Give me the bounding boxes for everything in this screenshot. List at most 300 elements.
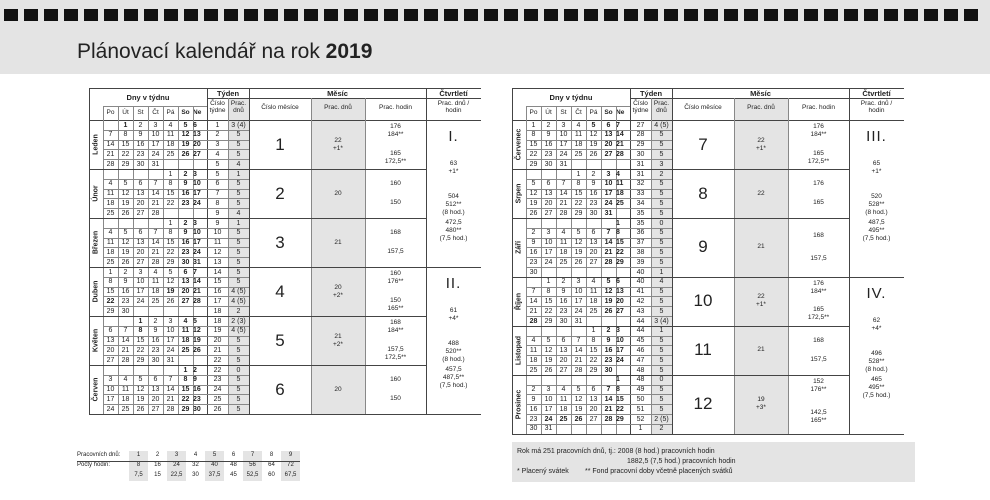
month-name: Srpen <box>515 183 523 204</box>
day-cell: 2 <box>591 170 596 178</box>
grid-line <box>526 247 672 248</box>
day-cell: 18 <box>589 297 598 305</box>
days-group-header: Dny v týdnu <box>549 93 593 102</box>
quarter-subheader: Prac. dnů / hodin <box>437 100 470 114</box>
month-work-days: 22 <box>334 136 342 144</box>
day-cell: 25 <box>121 405 130 413</box>
day-name-header: So <box>604 109 613 116</box>
day-cell: 19 <box>574 405 583 413</box>
quarter-hours-8h: 520** <box>445 348 462 355</box>
month-name: Červenec <box>515 128 523 161</box>
week-work-days: 5 <box>236 180 241 188</box>
day-cell: 12 <box>193 327 201 335</box>
month-number: 3 <box>275 232 285 252</box>
day-cell: 26 <box>604 307 613 315</box>
binding-hole <box>84 9 98 21</box>
day-cell: 15 <box>589 346 598 354</box>
week-number: 7 <box>215 190 220 198</box>
day-cell: 1 <box>616 376 620 384</box>
grid-line <box>526 198 672 199</box>
day-cell: 11 <box>121 386 130 394</box>
week-work-days: 1 <box>236 170 241 178</box>
day-cell: 22 <box>574 199 583 207</box>
day-name-header: Čt <box>152 109 159 116</box>
day-cell: 26 <box>574 415 583 423</box>
grid-line <box>103 149 249 150</box>
day-cell: 7 <box>123 327 128 335</box>
day-cell: 8 <box>138 327 143 335</box>
day-name-header: St <box>560 109 567 116</box>
month-group-header: Měsíc <box>327 89 348 98</box>
day-cell: 20 <box>589 248 598 256</box>
week-number: 47 <box>636 356 645 364</box>
quarter-days: 65 <box>872 160 881 167</box>
week-number: 3 <box>215 141 220 149</box>
day-cell: 3 <box>576 278 581 286</box>
week-work-days: 5 <box>236 199 241 207</box>
day-cell: 13 <box>136 239 145 247</box>
week-work-days: 2 <box>659 425 664 433</box>
month-number-header: Číslo měsíce <box>684 104 722 111</box>
day-cell: 14 <box>604 395 613 403</box>
binding-hole <box>964 9 978 21</box>
binding-hole <box>24 9 38 21</box>
day-cell: 20 <box>193 141 201 149</box>
week-number: 48 <box>636 376 645 384</box>
day-cell: 10 <box>559 131 568 139</box>
day-cell: 19 <box>121 199 130 207</box>
footer-line-2: 1882,5 (7,5 hod.) pracovních hodin <box>627 458 736 465</box>
binding-hole <box>664 9 678 21</box>
day-cell: 16 <box>193 386 201 394</box>
quarter-days: +4* <box>448 315 459 322</box>
binding-hole <box>404 9 418 21</box>
month-hours-75h: 165 <box>390 149 401 157</box>
grid-line <box>89 414 426 415</box>
month-paid-holidays: +1* <box>333 144 343 152</box>
day-cell: 6 <box>546 180 551 188</box>
grid-line <box>526 424 672 425</box>
week-number: 10 <box>213 229 222 237</box>
day-cell: 4 <box>108 229 113 237</box>
binding-hole <box>684 9 698 21</box>
day-cell: 14 <box>121 337 130 345</box>
day-cell: 11 <box>574 131 583 139</box>
quarter-roman: II. <box>445 275 462 292</box>
week-number: 1 <box>215 121 220 129</box>
day-cell: 27 <box>136 209 145 217</box>
day-cell: 5 <box>576 229 581 237</box>
hours-table-cell: 9 <box>288 452 293 458</box>
week-work-days: 5 <box>236 150 241 158</box>
week-work-days: 4 (5) <box>231 288 246 296</box>
month-hours-75h-fund: 172,5** <box>384 157 407 165</box>
grid-line <box>526 355 672 356</box>
day-cell: 22 <box>106 297 115 305</box>
day-cell: 27 <box>544 209 553 217</box>
hours-table-cell: 52,5 <box>246 472 259 478</box>
month-hours-75h-fund: 172,5** <box>384 353 407 361</box>
day-cell: 15 <box>106 288 115 296</box>
binding-holes <box>4 9 990 21</box>
day-cell: 9 <box>153 327 158 335</box>
quarter-hours-75h: 480** <box>445 227 462 234</box>
day-cell: 28 <box>193 297 201 305</box>
binding-hole <box>624 9 638 21</box>
day-cell: 8 <box>531 131 536 139</box>
day-cell: 17 <box>604 190 613 198</box>
month-name: Listopad <box>515 335 523 365</box>
quarter-hours-75h: (7,5 hod.) <box>439 382 468 389</box>
week-work-days: 3 (4) <box>654 317 669 325</box>
day-cell: 24 <box>106 405 115 413</box>
day-cell: 5 <box>606 278 611 286</box>
week-work-days: 5 <box>236 229 241 237</box>
day-cell: 24 <box>193 199 201 207</box>
day-cell: 14 <box>151 239 160 247</box>
day-name-header: Pá <box>589 109 598 116</box>
day-cell: 23 <box>529 415 538 423</box>
day-cell: 7 <box>606 229 611 237</box>
hours-table-cell: 7,5 <box>134 472 143 478</box>
hours-table-cell: 60 <box>268 472 275 478</box>
day-cell: 15 <box>121 141 130 149</box>
day-cell: 16 <box>136 141 145 149</box>
day-cell: 13 <box>559 346 568 354</box>
day-cell: 3 <box>546 386 551 394</box>
grid-line <box>103 404 249 405</box>
hours-table-cell: 40 <box>211 462 218 468</box>
day-cell: 23 <box>559 307 568 315</box>
day-cell: 5 <box>193 317 197 325</box>
day-cell: 18 <box>151 288 160 296</box>
week-number: 22 <box>213 366 222 374</box>
grid-line <box>526 238 672 239</box>
grid-line <box>365 98 366 414</box>
day-cell: 31 <box>151 160 160 168</box>
day-cell: 24 <box>559 150 568 158</box>
day-cell: 11 <box>106 239 115 247</box>
day-cell: 4 <box>561 229 566 237</box>
day-cell: 29 <box>544 317 553 325</box>
day-cell: 13 <box>544 190 553 198</box>
day-cell: 4 <box>531 337 536 345</box>
quarter-hours-75h: 472,5 <box>445 219 462 226</box>
day-cell: 16 <box>121 288 130 296</box>
binding-hole <box>444 9 458 21</box>
day-cell: 7 <box>193 268 197 276</box>
day-cell: 31 <box>166 356 175 364</box>
week-work-days: 5 <box>659 239 664 247</box>
month-hours-75h-fund: 172,5** <box>807 157 830 165</box>
day-cell: 26 <box>166 297 175 305</box>
day-cell: 16 <box>559 297 568 305</box>
footer-line-1: Rok má 251 pracovních dnů, tj.: 2008 (8 hod.) pracovních hodin <box>517 448 715 455</box>
day-cell: 18 <box>166 141 175 149</box>
week-work-days: 5 <box>659 395 664 403</box>
month-hours-75h: 157,5 <box>387 248 404 256</box>
day-cell: 22 <box>529 150 538 158</box>
binding-hole <box>144 9 158 21</box>
binding-hole <box>504 9 518 21</box>
month-group-header: Měsíc <box>750 89 771 98</box>
day-cell: 31 <box>193 258 201 266</box>
week-work-days: 5 <box>659 150 664 158</box>
day-cell: 1 <box>168 170 173 178</box>
grid-line <box>526 106 630 107</box>
day-cell: 24 <box>544 415 553 423</box>
quarter-hours-75h: 495** <box>868 227 885 234</box>
grid-line <box>426 267 481 268</box>
quarter-hours-75h: 457,5 <box>445 366 462 373</box>
quarter-hours-8h: (8 hod.) <box>442 356 465 363</box>
grid-line <box>526 336 672 337</box>
day-cell: 19 <box>529 199 538 207</box>
day-cell: 8 <box>546 288 551 296</box>
month-hours-75h: 165 <box>813 306 824 314</box>
week-work-days: 2 <box>236 307 241 315</box>
day-cell: 23 <box>136 150 145 158</box>
hours-table-cell: 8 <box>136 462 141 468</box>
day-cell: 20 <box>559 356 568 364</box>
grid-line <box>512 326 849 327</box>
quarter-days: 63 <box>449 160 458 167</box>
day-cell: 19 <box>589 141 598 149</box>
day-cell: 10 <box>106 386 115 394</box>
grid-line <box>526 287 672 288</box>
month-hours-75h: 157,5 <box>810 356 827 364</box>
binding-hole <box>464 9 478 21</box>
month-hours-75h: 165 <box>813 149 824 157</box>
week-number: 21 <box>213 346 222 354</box>
week-number: 52 <box>636 415 645 423</box>
day-cell: 30 <box>544 160 553 168</box>
day-cell: 18 <box>181 337 190 345</box>
day-cell: 8 <box>616 229 620 237</box>
day-cell: 18 <box>121 395 130 403</box>
day-cell: 11 <box>616 180 624 188</box>
binding-hole <box>64 9 78 21</box>
day-cell: 24 <box>166 346 175 354</box>
day-cell: 4 <box>616 170 620 178</box>
day-cell: 9 <box>183 180 188 188</box>
week-number: 43 <box>636 307 645 315</box>
day-cell: 6 <box>138 229 143 237</box>
week-number: 26 <box>213 405 222 413</box>
month-hours-8h: 176 <box>813 123 824 130</box>
hours-table-cell: 4 <box>193 452 198 458</box>
grid-line <box>526 228 672 229</box>
month-hours-75h-fund: 165** <box>810 417 827 425</box>
month-work-days: 20 <box>334 283 342 291</box>
grid-line <box>103 326 249 327</box>
grid-line <box>526 404 672 405</box>
quarter-hours-75h: (7,5 hod.) <box>862 391 891 399</box>
week-work-days: 5 <box>659 337 664 345</box>
week-work-days: 0 <box>659 219 664 227</box>
day-cell: 9 <box>183 229 188 237</box>
day-cell: 6 <box>193 121 197 129</box>
day-cell: 28 <box>574 366 583 374</box>
quarter-hours-75h: (7,5 hod.) <box>862 235 891 242</box>
grid-line <box>89 169 426 170</box>
week-number: 6 <box>215 180 220 188</box>
page-title <box>77 40 372 64</box>
binding-hole <box>244 9 258 21</box>
grid-line <box>526 130 672 131</box>
day-cell: 24 <box>574 307 583 315</box>
day-cell: 5 <box>546 337 551 345</box>
hours-table-cell: 24 <box>173 462 180 468</box>
month-hours-8h: 176 <box>813 179 824 187</box>
day-cell: 1 <box>546 278 551 286</box>
day-cell: 31 <box>604 209 613 217</box>
grid-line <box>103 385 249 386</box>
day-cell: 29 <box>574 209 583 217</box>
day-name-header: Út <box>545 109 552 116</box>
grid-line <box>526 149 672 150</box>
grid-line <box>526 267 672 268</box>
day-cell: 19 <box>121 248 130 256</box>
quarter-days: +1* <box>871 168 882 175</box>
day-cell: 13 <box>589 395 598 403</box>
binding-hole <box>524 9 538 21</box>
quarter-days: 62 <box>872 316 881 324</box>
day-cell: 8 <box>576 180 581 188</box>
day-cell: 28 <box>529 317 538 325</box>
binding-hole <box>564 9 578 21</box>
day-cell: 23 <box>151 346 160 354</box>
day-cell: 27 <box>136 258 145 266</box>
day-cell: 7 <box>531 288 536 296</box>
week-work-days: 5 <box>659 141 664 149</box>
day-cell: 22 <box>181 395 190 403</box>
day-cell: 6 <box>153 376 158 384</box>
day-cell: 12 <box>574 239 583 247</box>
week-number: 25 <box>213 395 222 403</box>
week-work-days: 5 <box>659 229 664 237</box>
week-number: 29 <box>636 141 645 149</box>
day-cell: 21 <box>616 141 624 149</box>
day-cell: 23 <box>181 199 190 207</box>
day-cell: 21 <box>604 405 613 413</box>
day-cell: 29 <box>181 405 190 413</box>
day-cell: 14 <box>193 278 201 286</box>
week-work-days: 1 <box>659 268 664 276</box>
week-work-days: 5 <box>236 268 241 276</box>
week-number: 20 <box>213 337 222 345</box>
day-cell: 29 <box>121 160 130 168</box>
grid-line <box>526 189 672 190</box>
day-cell: 3 <box>193 170 197 178</box>
month-number: 1 <box>275 134 285 154</box>
day-cell: 19 <box>193 337 201 345</box>
week-number: 23 <box>213 376 222 384</box>
day-cell: 25 <box>529 366 538 374</box>
week-work-days: 0 <box>659 376 664 384</box>
day-cell: 12 <box>604 288 613 296</box>
grid-line <box>512 434 849 435</box>
week-number: 4 <box>215 150 220 158</box>
day-cell: 8 <box>168 229 173 237</box>
title-year: 2019 <box>325 40 373 63</box>
day-cell: 19 <box>604 297 613 305</box>
day-name-header: St <box>137 109 144 116</box>
day-cell: 28 <box>151 209 160 217</box>
week-work-days: 5 <box>236 395 241 403</box>
binding-hole <box>584 9 598 21</box>
week-work-days: 5 <box>236 337 241 345</box>
day-cell: 9 <box>123 278 128 286</box>
hours-table-cell: 6 <box>231 452 236 458</box>
day-cell: 17 <box>166 337 175 345</box>
day-cell: 28 <box>121 356 130 364</box>
binding-hole <box>324 9 338 21</box>
day-cell: 26 <box>121 258 130 266</box>
day-cell: 21 <box>121 346 130 354</box>
day-cell: 27 <box>181 297 190 305</box>
month-number: 9 <box>698 237 708 257</box>
week-work-days: 4 (5) <box>654 121 669 129</box>
grid-line <box>103 277 249 278</box>
week-number: 51 <box>636 405 645 413</box>
day-cell: 8 <box>183 376 188 384</box>
day-cell: 23 <box>193 395 201 403</box>
day-cell: 9 <box>531 395 536 403</box>
day-cell: 4 <box>591 278 596 286</box>
day-cell: 20 <box>106 346 115 354</box>
binding-hole <box>744 9 758 21</box>
day-cell: 24 <box>604 199 613 207</box>
week-work-days: 1 <box>659 327 664 335</box>
hours-table-cell: 5 <box>212 452 217 458</box>
binding-hole <box>864 9 878 21</box>
day-cell: 28 <box>604 415 613 423</box>
day-name-header: Pá <box>166 109 175 116</box>
day-cell: 28 <box>166 405 175 413</box>
quarter-hours-75h: 487,5 <box>868 219 885 226</box>
month-hours-75h: 142,5 <box>810 409 827 417</box>
quarter-days: +4* <box>871 324 882 332</box>
binding-hole <box>764 9 778 21</box>
week-number-header: Číslo týdne <box>209 100 226 114</box>
grid-line <box>849 434 904 435</box>
quarter-subheader: Prac. dnů / hodin <box>860 100 893 114</box>
month-work-days: 21 <box>334 238 342 246</box>
day-cell: 22 <box>166 248 175 256</box>
day-cell: 18 <box>559 248 568 256</box>
month-hours-8h: 176 <box>813 279 824 287</box>
grid-line <box>103 306 249 307</box>
day-cell: 30 <box>529 425 538 433</box>
week-number: 39 <box>636 258 645 266</box>
day-cell: 27 <box>106 356 115 364</box>
day-cell: 31 <box>544 425 553 433</box>
week-number: 45 <box>636 337 645 345</box>
day-cell: 27 <box>193 150 201 158</box>
day-cell: 24 <box>136 297 145 305</box>
day-cell: 28 <box>604 258 613 266</box>
grid-line <box>89 316 426 317</box>
week-number: 28 <box>636 131 645 139</box>
day-cell: 15 <box>181 386 190 394</box>
week-work-days: 0 <box>236 366 241 374</box>
month-name: Leden <box>92 134 100 155</box>
day-cell: 17 <box>106 395 115 403</box>
day-cell: 5 <box>168 268 173 276</box>
footer-note-paid-holiday: * Placený svátek <box>517 468 569 475</box>
grid-line <box>103 140 249 141</box>
